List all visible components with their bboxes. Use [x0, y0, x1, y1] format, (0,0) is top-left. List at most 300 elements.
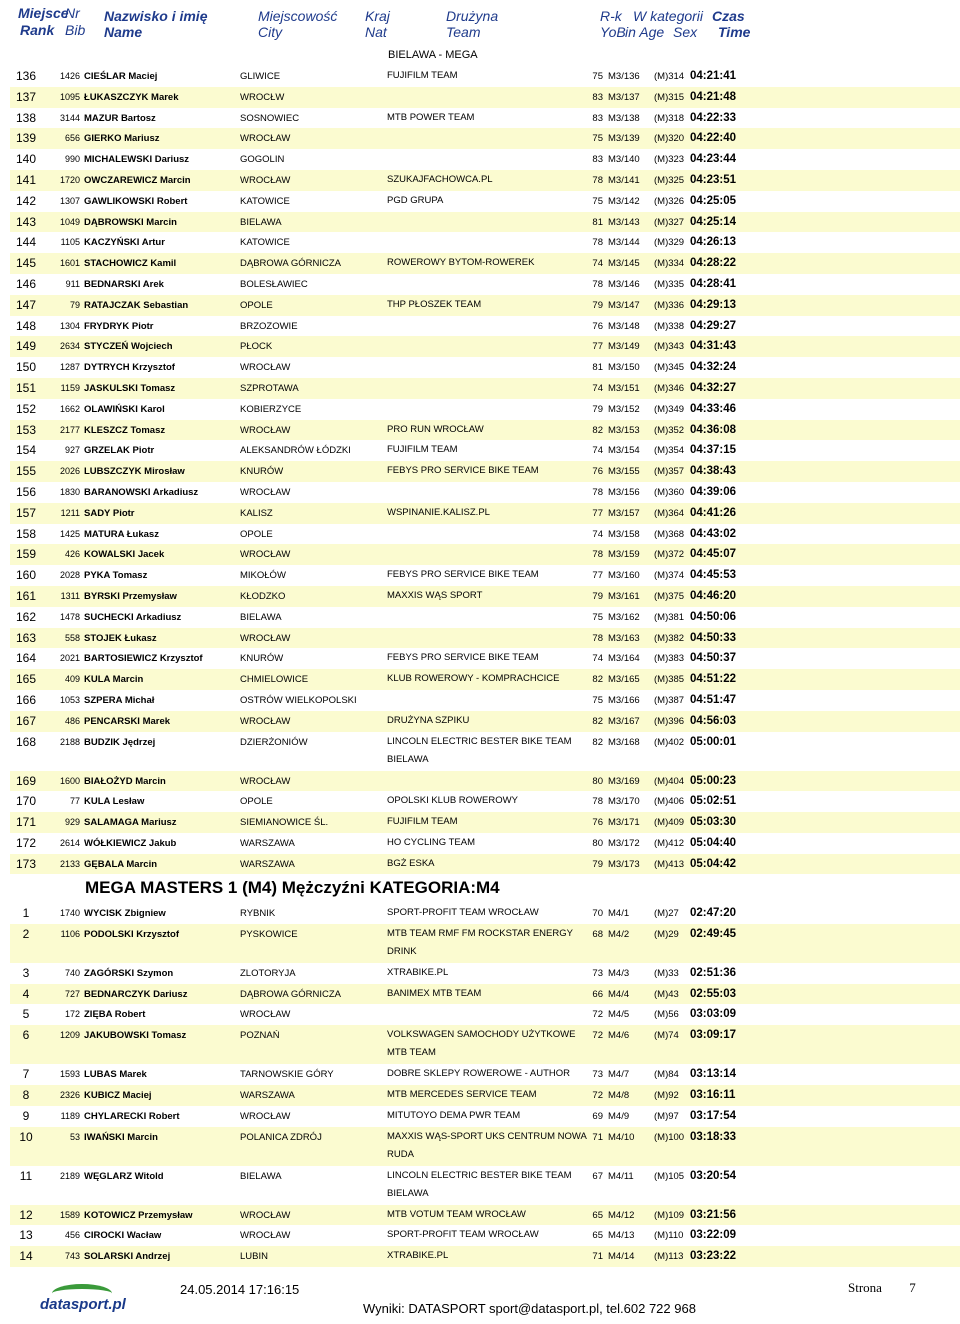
yob-cell: 75: [592, 195, 603, 207]
bib-cell: 2028: [59, 570, 80, 581]
time-cell: 04:22:33: [690, 111, 737, 124]
time-cell: 03:03:09: [690, 1008, 737, 1021]
yob-cell: 74: [592, 258, 603, 270]
time-cell: 03:18:33: [690, 1130, 737, 1143]
table-row: [10, 232, 960, 253]
city-cell: WARSZAWA: [240, 858, 295, 870]
rank-cell: 148: [15, 318, 37, 333]
bib-cell: 990: [64, 154, 80, 165]
category-cell: M3/164: [608, 653, 640, 665]
sex-rank-cell: (M)334: [654, 258, 685, 270]
yob-cell: 67: [592, 1170, 603, 1182]
bib-cell: 743: [64, 1251, 80, 1262]
bib-cell: 1105: [60, 237, 80, 248]
table-row: [10, 170, 960, 191]
sex-rank-cell: (M)74: [654, 1030, 679, 1042]
rank-cell: 139: [15, 131, 37, 146]
city-cell: BIELAWA: [240, 1170, 282, 1182]
name-cell: BIAŁOŻYD Marcin: [84, 775, 166, 787]
hdr-cat-pl: W kategorii: [633, 8, 704, 24]
team-cell: SZUKAJFACHOWCA.PL: [387, 173, 493, 185]
time-cell: 05:04:40: [690, 836, 737, 849]
sex-rank-cell: (M)382: [654, 632, 685, 644]
sex-rank-cell: (M)404: [654, 775, 685, 787]
city-cell: WROCŁAW: [240, 775, 291, 787]
rank-cell: 136: [15, 69, 37, 83]
category-cell: M3/156: [608, 486, 640, 498]
rank-cell: 151: [15, 380, 37, 395]
time-cell: 04:31:43: [690, 340, 737, 353]
rank-cell: 160: [15, 568, 37, 583]
table-row: [10, 544, 960, 565]
bib-cell: 426: [64, 549, 80, 560]
bib-cell: 727: [64, 988, 80, 999]
name-cell: JASKULSKI Tomasz: [84, 382, 176, 394]
city-cell: OPOLE: [240, 796, 273, 808]
rank-cell: 10: [19, 1129, 33, 1144]
team-cell: XTRABIKE.PL: [387, 1250, 449, 1262]
rank-cell: 152: [15, 401, 37, 416]
name-cell: MAZUR Bartosz: [84, 112, 156, 124]
rank-cell: 14: [19, 1249, 33, 1264]
city-cell: PYSKOWICE: [240, 928, 298, 940]
bib-cell: 1095: [59, 91, 80, 102]
city-cell: WROCŁAW: [240, 1009, 291, 1021]
yob-cell: 82: [592, 715, 603, 727]
name-cell: WYCISK Zbigniew: [84, 908, 166, 919]
bib-cell: 1720: [59, 174, 80, 185]
name-cell: BARTOSIEWICZ Krzysztof: [84, 653, 203, 665]
rank-cell: 12: [19, 1207, 33, 1222]
sex-rank-cell: (M)315: [654, 91, 685, 103]
sex-rank-cell: (M)381: [654, 611, 685, 623]
rank-cell: 168: [15, 734, 37, 749]
name-cell: ŁUKASZCZYK Marek: [84, 91, 179, 103]
category-cell: M4/8: [608, 1089, 630, 1101]
city-cell: WROCŁAW: [240, 362, 291, 374]
bib-cell: 2189: [59, 1170, 80, 1181]
yob-cell: 65: [592, 1230, 603, 1242]
time-cell: 04:38:43: [690, 465, 737, 478]
rank-cell: 143: [15, 214, 37, 229]
city-cell: LUBIN: [240, 1251, 268, 1263]
yob-cell: 71: [592, 1131, 603, 1143]
time-cell: 04:36:08: [690, 423, 737, 436]
time-cell: 04:50:33: [690, 631, 737, 644]
sex-rank-cell: (M)413: [654, 858, 685, 870]
rank-cell: 158: [15, 526, 37, 541]
team-cell: PGD GRUPA: [387, 194, 444, 206]
name-cell: PODOLSKI Krzysztof: [84, 928, 180, 940]
yob-cell: 79: [592, 858, 603, 870]
results-table-m3: [10, 66, 960, 874]
sex-rank-cell: (M)329: [654, 237, 685, 249]
footer-results-by: Wyniki: DATASPORT sport@datasport.pl, tel.602 722 968: [363, 1301, 696, 1316]
sex-rank-cell: (M)357: [654, 466, 685, 478]
time-cell: 02:47:20: [690, 907, 737, 919]
bib-cell: 929: [64, 817, 80, 828]
rank-cell: 156: [15, 484, 37, 499]
team-cell: HO CYCLING TEAM: [387, 836, 475, 848]
rank-cell: 146: [15, 276, 37, 291]
table-row: [10, 149, 960, 170]
sex-rank-cell: (M)409: [654, 817, 685, 829]
category-cell: M4/7: [608, 1069, 630, 1081]
hdr-team-pl: Drużyna: [446, 8, 499, 24]
table-row: [10, 399, 960, 420]
yob-cell: 73: [592, 967, 603, 979]
team-cell: MAXXIS WĄS-SPORT UKS CENTRUM NOWA RUDA: [387, 1130, 587, 1160]
table-row: [10, 1246, 960, 1267]
city-cell: CHMIELOWICE: [240, 674, 309, 686]
category-cell: M4/13: [608, 1230, 635, 1242]
city-cell: RYBNIK: [240, 908, 276, 919]
city-cell: MIKOŁÓW: [240, 570, 286, 582]
time-cell: 04:25:05: [690, 194, 737, 207]
city-cell: ZLOTORYJA: [240, 967, 296, 979]
category-cell: M3/153: [608, 424, 640, 436]
rank-cell: 167: [15, 713, 37, 728]
category-cell: M4/12: [608, 1209, 635, 1221]
hdr-nat-pl: Kraj: [365, 8, 390, 24]
name-cell: DĄBROWSKI Marcin: [84, 216, 177, 228]
rank-cell: 147: [15, 297, 37, 312]
datasport-logo: [40, 1284, 126, 1318]
sex-rank-cell: (M)346: [654, 382, 685, 394]
table-row: [10, 771, 960, 792]
time-cell: 04:41:26: [690, 506, 737, 519]
sex-rank-cell: (M)375: [654, 590, 685, 602]
city-cell: WROCŁAW: [240, 174, 291, 186]
category-cell: M3/140: [608, 154, 640, 166]
time-cell: 04:56:03: [690, 714, 737, 727]
category-cell: M3/141: [608, 174, 640, 186]
sex-rank-cell: (M)396: [654, 715, 685, 727]
table-row: [10, 191, 960, 212]
city-cell: WROCŁAW: [240, 549, 291, 561]
time-cell: 03:21:56: [690, 1208, 737, 1221]
time-cell: 04:39:06: [690, 485, 737, 498]
city-cell: WROCŁAW: [240, 632, 291, 644]
yob-cell: 81: [592, 362, 603, 374]
category-cell: M4/6: [608, 1030, 630, 1042]
category-cell: M3/148: [608, 320, 640, 332]
team-cell: FEBYS PRO SERVICE BIKE TEAM: [387, 465, 539, 477]
category-cell: M3/138: [608, 112, 640, 124]
category-cell: M3/166: [608, 694, 640, 706]
time-cell: 04:32:27: [690, 381, 737, 394]
city-cell: TARNOWSKIE GÓRY: [240, 1069, 334, 1081]
rank-cell: 169: [15, 773, 37, 788]
time-cell: 04:51:47: [690, 693, 737, 706]
table-row: [10, 440, 960, 461]
city-cell: ALEKSANDRÓW ŁÓDZKI: [240, 445, 351, 457]
sex-rank-cell: (M)336: [654, 299, 685, 311]
category-cell: M3/171: [608, 817, 640, 829]
table-row: [10, 357, 960, 378]
team-cell: BGŻ ESKA: [387, 857, 435, 869]
name-cell: BUDZIK Jędrzej: [84, 736, 156, 748]
table-row: [10, 420, 960, 441]
city-cell: DZIERŻONIÓW: [240, 736, 308, 748]
time-cell: 03:09:17: [690, 1029, 737, 1042]
rank-cell: 9: [22, 1108, 30, 1123]
city-cell: DĄBROWA GÓRNICZA: [240, 988, 341, 1000]
bib-cell: 656: [64, 133, 80, 144]
rank-cell: 164: [15, 651, 37, 666]
rank-cell: 157: [15, 505, 37, 520]
rank-cell: 159: [15, 547, 37, 562]
rank-cell: 144: [15, 235, 37, 250]
time-cell: 02:49:45: [690, 927, 737, 940]
city-cell: KOBIERZYCE: [240, 403, 302, 415]
sex-rank-cell: (M)349: [654, 403, 685, 415]
table-row: [10, 648, 960, 669]
name-cell: STACHOWICZ Kamil: [84, 258, 177, 270]
bib-cell: 1304: [59, 320, 80, 331]
yob-cell: 69: [592, 1110, 603, 1122]
table-row: [10, 833, 960, 854]
name-cell: DYTRYCH Krzysztof: [84, 362, 175, 374]
sex-rank-cell: (M)383: [654, 653, 685, 665]
yob-cell: 76: [592, 320, 603, 332]
city-cell: BRZOZOWIE: [240, 320, 298, 332]
hdr-nr: Nr: [65, 5, 80, 21]
bib-cell: 79: [69, 299, 80, 310]
team-cell: LINCOLN ELECTRIC BESTER BIKE TEAM BIELAWA: [387, 735, 572, 765]
table-row: [10, 812, 960, 833]
name-cell: WÓŁKIEWICZ Jakub: [84, 837, 177, 849]
bib-cell: 1425: [59, 528, 80, 539]
yob-cell: 73: [592, 1069, 603, 1081]
city-cell: POZNAŃ: [240, 1030, 280, 1042]
time-cell: 04:51:22: [690, 673, 737, 686]
bib-cell: 1287: [59, 362, 80, 373]
city-cell: KŁODZKO: [240, 590, 286, 602]
category-cell: M3/160: [608, 570, 640, 582]
category-title: MEGA MASTERS 1 (M4) Mężczyźni KATEGORIA:M4: [85, 878, 500, 897]
table-row: [10, 108, 960, 129]
table-row: [10, 128, 960, 149]
name-cell: PYKA Tomasz: [84, 570, 148, 582]
yob-cell: 79: [592, 590, 603, 602]
category-cell: M3/168: [608, 736, 640, 748]
city-cell: DĄBROWA GÓRNICZA: [240, 258, 341, 270]
name-cell: RATAJCZAK Sebastian: [84, 299, 189, 311]
city-cell: WROCŁAW: [240, 1230, 291, 1242]
time-cell: 04:23:51: [690, 173, 737, 186]
bib-cell: 2634: [59, 341, 80, 352]
city-cell: KNURÓW: [240, 653, 284, 665]
bib-cell: 1600: [59, 775, 80, 786]
category-cell: M3/147: [608, 299, 640, 311]
category-cell: M3/169: [608, 775, 640, 787]
sex-rank-cell: (M)360: [654, 486, 685, 498]
sex-rank-cell: (M)43: [654, 988, 679, 1000]
yob-cell: 78: [592, 174, 603, 186]
name-cell: IWAŃSKI Marcin: [84, 1131, 158, 1143]
time-cell: 04:45:53: [690, 569, 737, 582]
category-cell: M3/150: [608, 362, 640, 374]
category-cell: M3/139: [608, 133, 640, 145]
category-cell: M3/152: [608, 403, 640, 415]
sex-rank-cell: (M)412: [654, 837, 685, 849]
bib-cell: 409: [64, 674, 80, 685]
rank-cell: 155: [15, 464, 37, 479]
team-cell: DOBRE SKLEPY ROWEROWE - AUTHOR: [387, 1068, 570, 1080]
yob-cell: 78: [592, 486, 603, 498]
yob-cell: 81: [592, 216, 603, 228]
city-cell: KATOWICE: [240, 195, 290, 207]
yob-cell: 72: [592, 1030, 603, 1042]
name-cell: BYRSKI Przemysław: [84, 590, 177, 602]
rank-cell: 141: [15, 172, 37, 187]
sex-rank-cell: (M)343: [654, 341, 685, 353]
rank-cell: 154: [15, 443, 37, 458]
sex-rank-cell: (M)352: [654, 424, 685, 436]
table-row: [10, 924, 960, 963]
column-header: [0, 6, 960, 40]
category-cell: M4/11: [608, 1170, 634, 1182]
category-cell: M3/159: [608, 549, 640, 561]
bib-cell: 1211: [60, 507, 80, 518]
yob-cell: 79: [592, 403, 603, 415]
table-row: [10, 253, 960, 274]
table-row: [10, 461, 960, 482]
bib-cell: 1830: [59, 486, 80, 497]
bib-cell: 172: [64, 1009, 80, 1020]
time-cell: 04:50:06: [690, 610, 737, 623]
sex-rank-cell: (M)325: [654, 174, 685, 186]
time-cell: 04:45:07: [690, 548, 737, 561]
rank-cell: 162: [15, 609, 37, 624]
category-cell: M3/137: [608, 91, 640, 103]
time-cell: 04:22:40: [690, 132, 737, 145]
city-cell: BIELAWA: [240, 611, 282, 623]
hdr-name-pl: Nazwisko i imię: [104, 8, 208, 24]
yob-cell: 80: [592, 775, 603, 787]
city-cell: POLANICA ZDRÓJ: [240, 1131, 322, 1143]
city-cell: WARSZAWA: [240, 1089, 295, 1101]
name-cell: KOWALSKI Jacek: [84, 549, 165, 561]
time-cell: 04:21:41: [690, 70, 737, 82]
rank-cell: 173: [15, 856, 37, 871]
category-cell: M3/172: [608, 837, 640, 849]
rank-cell: 150: [15, 360, 37, 375]
table-row: [10, 1025, 960, 1064]
rank-cell: 140: [15, 152, 37, 167]
sex-rank-cell: (M)323: [654, 154, 685, 166]
team-cell: VOLKSWAGEN SAMOCHODY UŻYTKOWE MTB TEAM: [387, 1029, 576, 1059]
category-cell: M4/1: [608, 908, 630, 919]
name-cell: OWCZAREWICZ Marcin: [84, 174, 191, 186]
name-cell: SALAMAGA Mariusz: [84, 817, 177, 829]
table-row: [10, 607, 960, 628]
table-row: [10, 732, 960, 771]
name-cell: MICHALEWSKI Dariusz: [84, 154, 190, 166]
sex-rank-cell: (M)374: [654, 570, 685, 582]
city-cell: GOGOLIN: [240, 154, 285, 166]
table-row: [10, 903, 960, 924]
team-cell: PRO RUN WROCŁAW: [387, 423, 484, 435]
yob-cell: 78: [592, 549, 603, 561]
page-label: Strona: [848, 1280, 882, 1295]
time-cell: 05:00:23: [690, 774, 737, 787]
category-cell: M3/146: [608, 278, 640, 290]
rank-cell: 149: [15, 339, 37, 354]
name-cell: GRZELAK Piotr: [84, 445, 155, 457]
sex-rank-cell: (M)406: [654, 796, 685, 808]
team-cell: KLUB ROWEROWY - KOMPRACHCICE: [387, 673, 560, 685]
name-cell: JAKUBOWSKI Tomasz: [84, 1030, 187, 1042]
name-cell: ZAGÓRSKI Szymon: [84, 967, 174, 979]
time-cell: 04:29:13: [690, 298, 737, 311]
category-cell: M3/149: [608, 341, 640, 353]
sex-rank-cell: (M)372: [654, 549, 685, 561]
category-cell: M3/157: [608, 507, 640, 519]
team-cell: DRUŻYNA SZPIKU: [387, 714, 470, 726]
rank-cell: 8: [22, 1087, 30, 1102]
sex-rank-cell: (M)314: [654, 71, 685, 82]
rank-cell: 142: [15, 193, 37, 208]
hdr-city-en: City: [258, 24, 283, 40]
table-row: [10, 628, 960, 649]
category-cell: M3/155: [608, 466, 640, 478]
bib-cell: 740: [64, 967, 80, 978]
yob-cell: 68: [592, 928, 603, 940]
category-cell: M4/4: [608, 988, 630, 1000]
category-cell: M3/143: [608, 216, 640, 228]
team-cell: MTB VOTUM TEAM WROCŁAW: [387, 1208, 526, 1220]
city-cell: GLIWICE: [240, 71, 281, 82]
table-row: [10, 87, 960, 108]
sex-rank-cell: (M)113: [654, 1251, 684, 1263]
logo-text: datasport.pl: [40, 1296, 126, 1313]
yob-cell: 80: [592, 837, 603, 849]
team-cell: SPORT-PROFIT TEAM WROCŁAW: [387, 907, 539, 918]
footer-date: 24.05.2014 17:16:15: [180, 1282, 300, 1297]
hdr-yob-pl: R-k: [600, 8, 622, 24]
table-row: [10, 854, 960, 875]
name-cell: BEDNARSKI Arek: [84, 278, 164, 290]
hdr-cat-en: in Age: [625, 24, 665, 40]
team-cell: ROWEROWY BYTOM-ROWEREK: [387, 257, 535, 269]
city-cell: WARSZAWA: [240, 837, 295, 849]
table-row: [10, 524, 960, 545]
rank-cell: 161: [15, 588, 37, 603]
bib-cell: 2021: [59, 653, 80, 664]
table-row: [10, 295, 960, 316]
yob-cell: 75: [592, 71, 603, 82]
table-row: [10, 274, 960, 295]
yob-cell: 74: [592, 528, 603, 540]
sex-rank-cell: (M)335: [654, 278, 685, 290]
table-row: [10, 565, 960, 586]
name-cell: KACZYŃSKI Artur: [84, 237, 165, 249]
hdr-nat-en: Nat: [365, 24, 387, 40]
table-row: [10, 316, 960, 337]
time-cell: 05:00:01: [690, 735, 737, 748]
bib-cell: 1593: [59, 1069, 80, 1080]
name-cell: MATURA Łukasz: [84, 528, 159, 540]
table-row: [10, 690, 960, 711]
rank-cell: 137: [15, 89, 37, 104]
yob-cell: 83: [592, 91, 603, 103]
rank-cell: 138: [15, 110, 37, 125]
table-row: [10, 1004, 960, 1025]
time-cell: 05:02:51: [690, 795, 737, 808]
team-cell: FUJIFILM TEAM: [387, 70, 458, 81]
